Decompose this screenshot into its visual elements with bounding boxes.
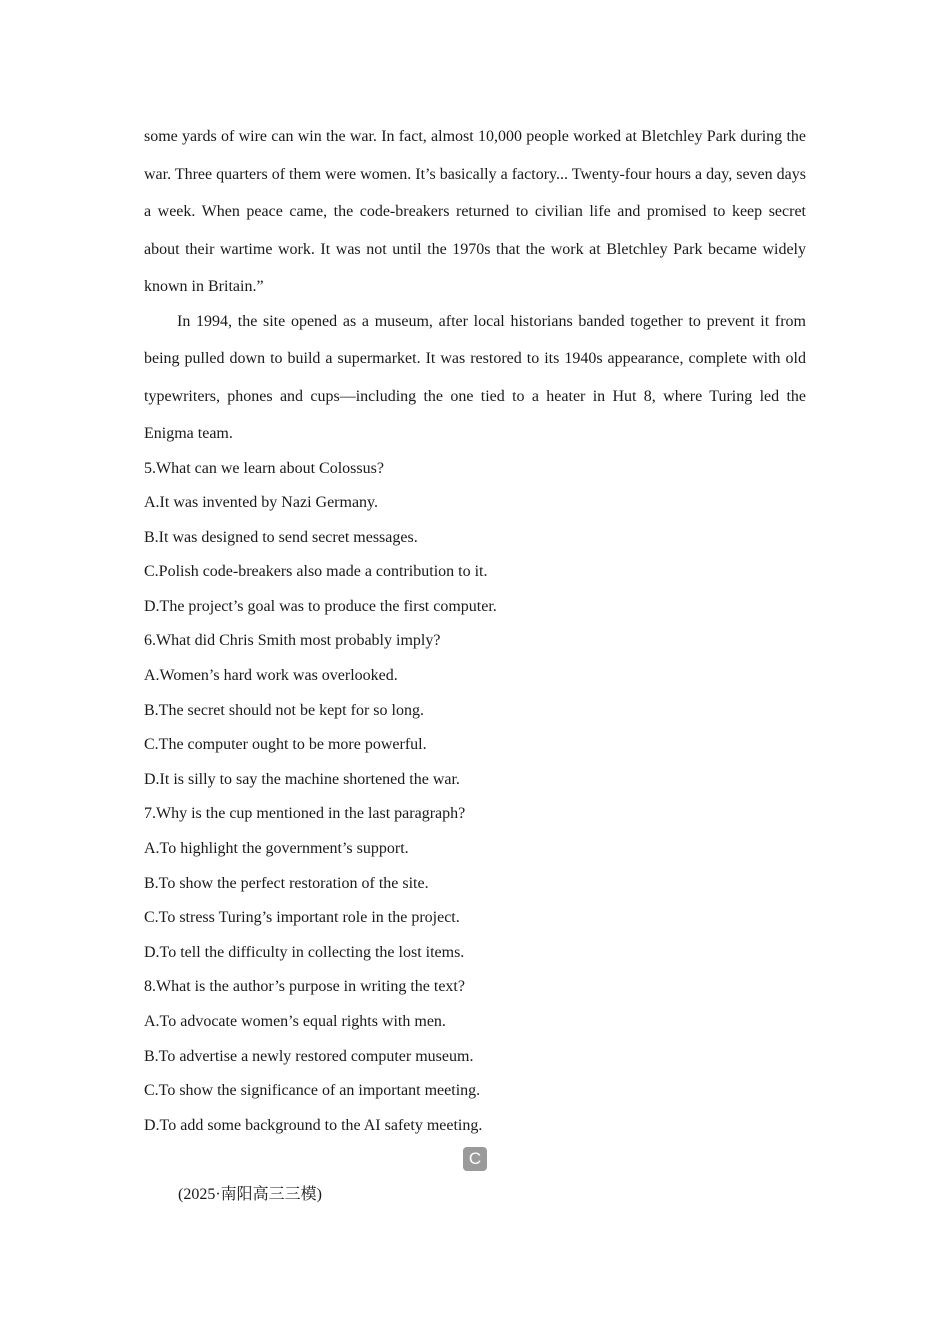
passage-paragraph-1: some yards of wire can win the war. In fact, almost 10,000 people worked at Bletchley Park during the war. Three quarters of them were women. It’s basically a factory... Twenty-four hours a day, seven days a week. When peace came, the code-breakers returned to civilian life and promised to keep secret about their wartime work. It was not until the 1970s that the work at Bletchley Park became widely known in Britain.” — [144, 128, 806, 295]
question-5 — [144, 452, 806, 625]
option-a: A.To highlight the government’s support. — [144, 840, 409, 858]
question-stem: 7.Why is the cup mentioned in the last paragraph? — [144, 805, 466, 823]
option-b: B.To advertise a newly restored computer museum. — [144, 1047, 474, 1065]
option-d: D.It is silly to say the machine shortened the war. — [144, 770, 460, 788]
option-a: A.To advocate women’s equal rights with men. — [144, 1013, 446, 1030]
question-6 — [144, 624, 806, 797]
option-a: A.Women’s hard work was overlooked. — [144, 667, 398, 685]
question-8 — [144, 970, 806, 1143]
option-c: C.To stress Turing’s important role in the project. — [144, 909, 460, 927]
section-c-badge: C — [463, 1147, 487, 1171]
question-7 — [144, 797, 806, 970]
option-d: D.To add some background to the AI safety meeting. — [144, 1116, 483, 1134]
option-a: A.It was invented by Nazi Germany. — [144, 494, 378, 512]
option-b: B.The secret should not be kept for so long. — [144, 701, 424, 719]
option-b: B.To show the perfect restoration of the site. — [144, 874, 429, 892]
question-list — [144, 452, 806, 1144]
option-b: B.It was designed to send secret messages. — [144, 528, 418, 546]
option-d: D.The project’s goal was to produce the first computer. — [144, 597, 497, 615]
question-stem: 6.What did Chris Smith most probably imply? — [144, 632, 441, 650]
option-c: C.To show the significance of an important meeting. — [144, 1082, 481, 1100]
source-citation: (2025·南阳高三三模) — [178, 1186, 322, 1203]
question-stem: 5.What can we learn about Colossus? — [144, 459, 384, 477]
question-stem: 8.What is the author’s purpose in writing the text? — [144, 978, 465, 996]
document-content — [144, 118, 806, 1143]
passage-paragraph-2: In 1994, the site opened as a museum, after local historians banded together to prevent it from being pulled down to build a supermarket. It was restored to its 1940s appearance, complete with old typewriters, phones and cups—including the one tied to a heater in Hut 8, where Turing led the Enigma team. — [144, 312, 806, 442]
option-c: C.The computer ought to be more powerful. — [144, 736, 427, 754]
option-d: D.To tell the difficulty in collecting the lost items. — [144, 943, 465, 961]
option-c: C.Polish code-breakers also made a contribution to it. — [144, 563, 488, 581]
